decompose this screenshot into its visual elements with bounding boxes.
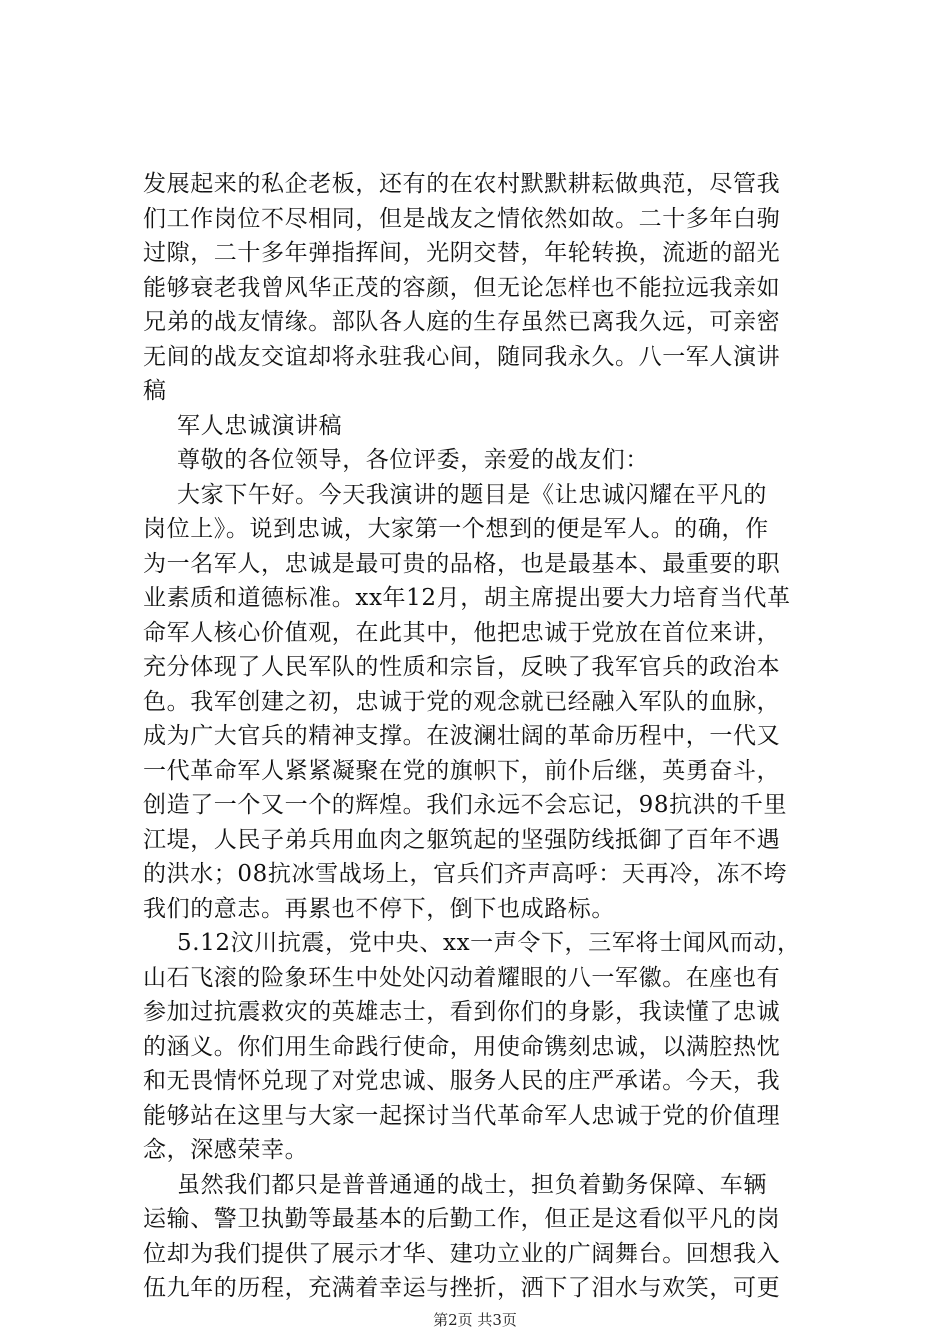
text-line: 一代革命军人紧紧凝聚在党的旗帜下，前仆后继，英勇奋斗，: [143, 757, 781, 784]
text-line: 能够站在这里与大家一起探讨当代革命军人忠诚于党的价值理: [143, 1102, 781, 1129]
text-line: 伍九年的历程，充满着幸运与挫折，洒下了泪水与欢笑，可更: [143, 1275, 781, 1301]
text-line: 能够衰老我曾风华正茂的容颜，但无论怎样也不能拉远我亲如: [143, 274, 781, 301]
text-line: 虽然我们都只是普普通通的战士，担负着勤务保障、车辆: [177, 1171, 767, 1198]
text-line: 运输、警卫执勤等最基本的后勤工作，但正是这看似平凡的岗: [143, 1206, 781, 1232]
text-line: 大家下午好。今天我演讲的题目是《让忠诚闪耀在平凡的: [177, 481, 767, 508]
text-line: 过隙，二十多年弹指挥间，光阴交替，年轮转换，流逝的韶光: [143, 240, 781, 266]
section-heading: 军人忠诚演讲稿: [177, 412, 343, 439]
text-line: 5.12汶川抗震，党中央、xx一声令下，三军将士闻风而动，: [177, 930, 801, 956]
text-line: 念，深感荣幸。: [143, 1137, 309, 1163]
text-line: 稿: [143, 378, 167, 404]
text-line: 的洪水；08抗冰雪战场上，官兵们齐声高呼：天再冷，冻不垮: [143, 861, 788, 887]
text-line: 创造了一个又一个的辉煌。我们永远不会忘记，98抗洪的千里: [143, 792, 788, 818]
text-line: 充分体现了人民军队的性质和宗旨，反映了我军官兵的政治本: [143, 654, 781, 680]
text-line: 为一名军人，忠诚是最可贵的品格，也是最基本、最重要的职: [143, 550, 781, 577]
text-line: 无间的战友交谊却将永驻我心间，随同我永久。八一军人演讲: [143, 343, 781, 370]
text-line: 参加过抗震救灾的英雄志士，看到你们的身影，我读懂了忠诚: [143, 999, 781, 1025]
text-line: 岗位上》。说到忠诚，大家第一个想到的便是军人。的确，作: [143, 516, 769, 542]
text-line: 色。我军创建之初，忠诚于党的观念就已经融入军队的血脉，: [143, 688, 781, 715]
text-line: 我们的意志。再累也不停下，倒下也成路标。: [143, 895, 615, 922]
text-line: 业素质和道德标准。xx年12月，胡主席提出要大力培育当代革: [143, 585, 791, 611]
text-line: 成为广大官兵的精神支撑。在波澜壮阔的革命历程中，一代又: [143, 723, 781, 749]
text-line: 的涵义。你们用生命践行使命，用使命镌刻忠诚，以满腔热忱: [143, 1033, 781, 1060]
page-number-footer: 第2页 共3页: [433, 1311, 517, 1329]
text-line: 发展起来的私企老板，还有的在农村默默耕耘做典范，尽管我: [143, 171, 781, 197]
text-line: 兄弟的战友情缘。部队各人庭的生存虽然已离我久远，可亲密: [143, 309, 781, 335]
text-line: 位却为我们提供了展示才华、建功立业的广阔舞台。回想我入: [143, 1240, 781, 1267]
salutation-line: 尊敬的各位领导，各位评委，亲爱的战友们：: [177, 447, 649, 473]
text-line: 江堤，人民子弟兵用血肉之躯筑起的坚强防线抵御了百年不遇: [143, 826, 781, 853]
text-line: 命军人核心价值观，在此其中，他把忠诚于党放在首位来讲，: [143, 619, 781, 646]
text-line: 们工作岗位不尽相同，但是战友之情依然如故。二十多年白驹: [143, 205, 781, 232]
text-line: 山石飞滚的险象环生中处处闪动着耀眼的八一军徽。在座也有: [143, 964, 781, 991]
text-line: 和无畏情怀兑现了对党忠诚、服务人民的庄严承诺。今天，我: [143, 1068, 781, 1094]
